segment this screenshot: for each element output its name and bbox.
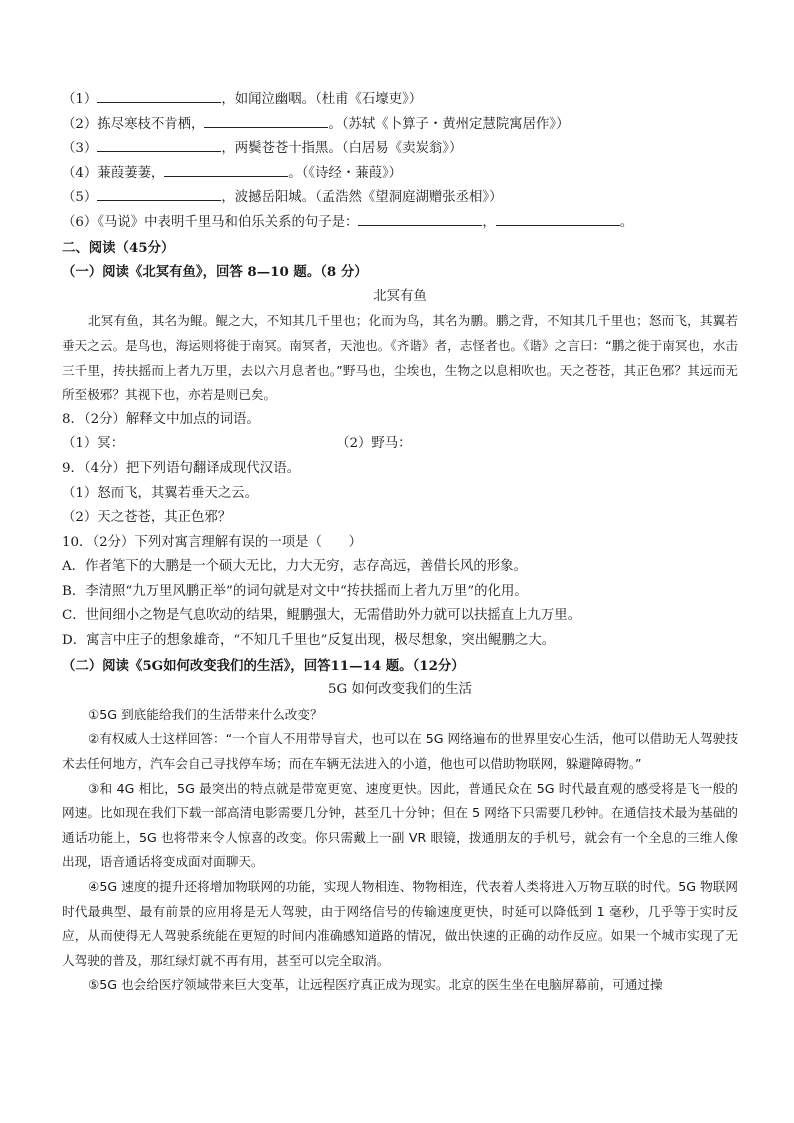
option-d[interactable]: D．寓言中庄子的想象雄奇，“不知几千里也”反复出现，极尽想象，突出鲲鹏之大。 <box>62 633 556 649</box>
part2-heading: （二）阅读《5G如何改变我们的生活》，回答11—14 题。（12分） <box>62 657 465 674</box>
answer-blank[interactable] <box>97 137 221 152</box>
fill-text: ，两鬓苍苍十指黑。（白居易《卖炭翁》） <box>221 141 463 157</box>
passage-title: 北冥有鱼 <box>373 288 427 304</box>
answer-blank[interactable] <box>496 211 620 226</box>
fill-text: 。（《诗经・蒹葭》） <box>288 165 403 181</box>
article-paragraph-5: ⑤5G 也会给医疗领域带来巨大变革，让远程医疗真正成为现实。北京的医生坐在电脑屏幕前，可通过操 <box>88 977 663 993</box>
fill-in-item-2 <box>62 113 738 138</box>
fill-in-item-1 <box>62 88 738 113</box>
fill-sep: ， <box>482 214 496 230</box>
fill-text: ，如闻泣幽咽。（杜甫《石壕吏》） <box>221 92 423 107</box>
fill-prefix: （1） <box>62 92 98 107</box>
fill-in-item-5 <box>62 186 738 211</box>
fill-prefix: （6）《马说》中表明千里马和伯乐关系的句子是： <box>62 214 359 230</box>
answer-blank[interactable] <box>164 162 288 177</box>
fill-prefix: （4）蒹葭萋萋， <box>62 165 165 181</box>
question-8: 8．（2分）解释文中加点的词语。 <box>62 411 260 427</box>
article-paragraph-1: ①5G 到底能给我们的生活带来什么改变？ <box>88 706 323 722</box>
q9-item-b: （2）天之苍苍，其正色邪？ <box>62 510 232 526</box>
fill-end: 。 <box>619 214 634 230</box>
article-paragraph-4: ④5G 速度的提升还将增加物联网的功能，实现人物相连、物物相连，代表着人类将进入万物互联的时代。5G 物联网时代最典型、最有前景的应用将是无人驾驶，由于网络信号的传输速度更快，时延可以降低到 1 毫秒，几乎等于实时反应，从而使得无人驾驶系统能在更短的时间内准确感知道路的情况，做出快速的正确的动作反应。如果一个城市实现了无人驾驶的普及，那红绿灯就不再有用，甚至可以完全取消。 <box>62 879 738 968</box>
q8-item-a: （1）冥： <box>62 436 125 452</box>
article-paragraph-3: ③和 4G 相比，5G 最突出的特点就是带宽更宽、速度更快。因此，普通民众在 5G 时代最直观的感受将是飞一般的网速。比如现在我们下载一部高清电影需要几分钟，甚至几十分钟；但在 5 网络下只需要几秒钟。在通信技术最为基础的通话功能上，5G 也将带来令人惊喜的改变。你只需戴上一副 VR 眼镜，拨通朋友的手机号，就会有一个全息的三维人像出现，语音通话将变成面对面聊天。 <box>62 780 738 870</box>
fill-in-item-4 <box>62 162 738 187</box>
section-heading: 二、阅读（45分） <box>62 239 175 256</box>
part1-heading: （一）阅读《北冥有鱼》，回答 8—10 题。（8 分） <box>62 264 368 281</box>
question-9: 9．（4分）把下列语句翻译成现代汉语。 <box>62 460 300 476</box>
answer-blank[interactable] <box>97 186 221 201</box>
article-paragraph-2: ②有权威人士这样回答：“一个盲人不用带导盲犬，也可以在 5G 网络遍布的世界里安心生活，他可以借助无人驾驶技术去任何地方，汽车会自己寻找停车场；而在车辆无法进入的小道，他也可以借助物联网，躲避障碍物。” <box>62 731 738 772</box>
fill-in-item-3 <box>62 137 738 162</box>
fill-text: 。（苏轼《卜算子・黄州定慧院寓居作》） <box>328 116 570 132</box>
option-b[interactable]: B．李清照“九万里风鹏正举”的词句就是对文中“抟扶摇而上者九万里”的化用。 <box>62 583 528 599</box>
question-10: 10．（2分）下列对寓言理解有误的一项是（ ） <box>62 534 363 550</box>
option-c[interactable]: C．世间细小之物是气息吹动的结果，鲲鹏强大，无需借助外力就可以扶摇直上九万里。 <box>62 608 582 624</box>
exam-page <box>62 88 738 998</box>
fill-prefix: （5） <box>62 190 98 206</box>
question-8-subitems <box>62 432 738 457</box>
answer-blank[interactable] <box>204 113 328 128</box>
fill-prefix: （3） <box>62 141 98 157</box>
q9-item-a: （1）怒而飞，其翼若垂天之云。 <box>62 485 258 501</box>
fill-prefix: （2）拣尽寒枝不肯栖， <box>62 116 205 132</box>
answer-blank[interactable] <box>97 88 221 103</box>
option-a[interactable]: A．作者笔下的大鹏是一个硕大无比，力大无穷，志存高远，善借长风的形象。 <box>62 559 527 575</box>
answer-blank[interactable] <box>358 211 482 226</box>
fill-text: ，波撼岳阳城。（孟浩然《望洞庭湖赠张丞相》） <box>221 190 503 206</box>
passage-text: 北冥有鱼，其名为鲲。鲲之大，不知其几千里也；化而为鸟，其名为鹏。鹏之背，不知其几千里也；怒而飞，其翼若垂天之云。是鸟也，海运则将徙于南冥。南冥者，天池也。《齐谐》者，志怪者也。《谐》之言曰：“鹏之徙于南冥也，水击三千里，抟扶摇而上者九万里，去以六月息者也。”野马也，尘埃也，生物之以息相吹也。天之苍苍，其正色邪？其远而无所至极邪？其视下也，亦若是则已矣。 <box>62 313 738 403</box>
fill-in-section <box>62 88 738 236</box>
q8-item-b: （2）野马： <box>336 436 412 452</box>
article-title: 5G 如何改变我们的生活 <box>328 682 472 698</box>
fill-in-item-6 <box>62 211 738 236</box>
